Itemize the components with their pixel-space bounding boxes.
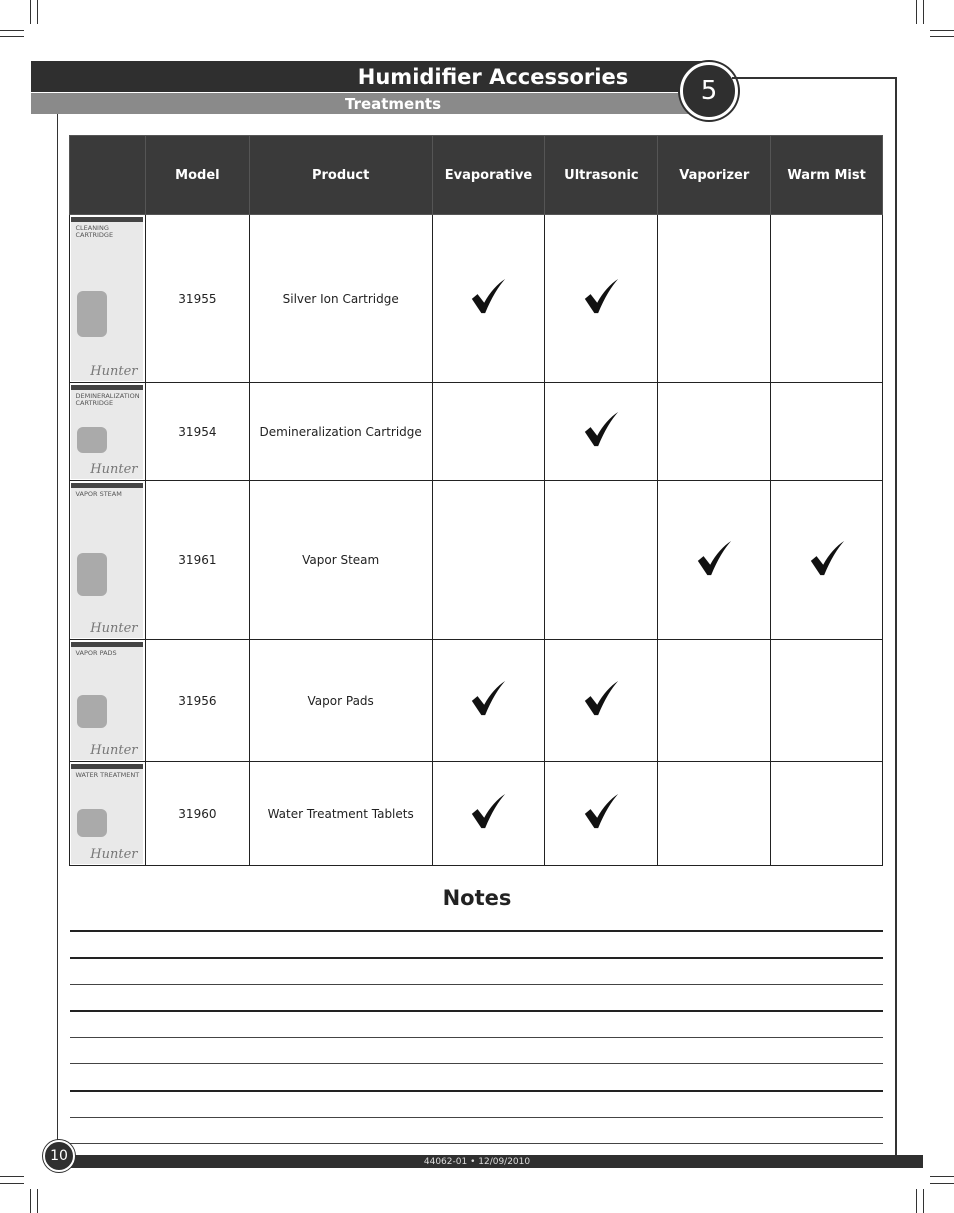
model-cell: 31954 (145, 383, 249, 481)
crop-mark (37, 1189, 38, 1213)
checkmark-icon (582, 680, 620, 721)
crop-mark (923, 0, 924, 24)
checkmark-icon (808, 540, 846, 581)
product-image-cell (70, 762, 146, 866)
ultrasonic-cell (545, 640, 658, 762)
vaporizer-cell (658, 383, 771, 481)
column-header-ultrasonic: Ultrasonic (545, 136, 658, 215)
table-row (70, 481, 883, 640)
vaporizer-cell (658, 481, 771, 640)
note-line (70, 930, 883, 932)
crop-mark (30, 0, 31, 24)
package-product-shape (77, 695, 107, 728)
table-row (70, 383, 883, 481)
product-package-image (71, 642, 143, 760)
ultrasonic-cell (545, 383, 658, 481)
column-header-warm-mist: Warm Mist (771, 136, 883, 215)
crop-mark (930, 36, 954, 37)
checkmark-icon (469, 278, 507, 319)
crop-mark (0, 36, 24, 37)
accessories-table (69, 135, 883, 866)
package-product-shape (77, 427, 107, 453)
package-logo: Hunter (90, 742, 138, 758)
package-label: VAPOR PADS (75, 648, 117, 657)
crop-mark (0, 1183, 24, 1184)
package-logo: Hunter (90, 363, 138, 379)
checkmark-icon (582, 278, 620, 319)
frame-line (895, 77, 897, 1157)
product-image-cell (70, 383, 146, 481)
warm-mist-cell (771, 640, 883, 762)
product-package-image (71, 385, 143, 479)
section-subtitle: Treatments (344, 95, 442, 113)
crop-mark (930, 1176, 954, 1177)
package-band (71, 483, 143, 488)
package-product-shape (77, 553, 107, 596)
notes-title: Notes (442, 886, 512, 910)
product-image-cell (70, 640, 146, 762)
table-row (70, 640, 883, 762)
column-header-vaporizer: Vaporizer (658, 136, 771, 215)
vaporizer-cell (658, 215, 771, 383)
evaporative-cell (432, 215, 545, 383)
crop-mark (37, 0, 38, 24)
checkmark-icon (695, 540, 733, 581)
package-band (71, 385, 143, 390)
crop-mark (0, 1176, 24, 1177)
evaporative-cell (432, 640, 545, 762)
page-number: 10 (43, 1140, 75, 1172)
table-row (70, 762, 883, 866)
crop-mark (916, 1189, 917, 1213)
chapter-badge: 5 (680, 62, 738, 120)
vaporizer-cell (658, 762, 771, 866)
product-cell: Vapor Pads (249, 640, 432, 762)
crop-mark (30, 1189, 31, 1213)
note-line (70, 1063, 883, 1064)
ultrasonic-cell (545, 215, 658, 383)
package-product-shape (77, 291, 107, 337)
package-logo: Hunter (90, 620, 138, 636)
product-package-image (71, 764, 143, 864)
ultrasonic-cell (545, 481, 658, 640)
frame-line (732, 77, 897, 79)
column-header-model: Model (145, 136, 249, 215)
crop-mark (923, 1189, 924, 1213)
table-header-row (70, 136, 883, 215)
note-line (70, 1037, 883, 1038)
vaporizer-cell (658, 640, 771, 762)
evaporative-cell (432, 762, 545, 866)
package-band (71, 217, 143, 222)
crop-mark (0, 30, 24, 31)
page-title: Humidifier Accessories (357, 65, 629, 89)
package-logo: Hunter (90, 461, 138, 477)
package-label: CLEANING CARTRIDGE (75, 223, 114, 239)
evaporative-cell (432, 481, 545, 640)
product-cell: Water Treatment Tablets (249, 762, 432, 866)
product-cell: Vapor Steam (249, 481, 432, 640)
product-cell: Demineralization Cartridge (249, 383, 432, 481)
package-label: WATER TREATMENT (75, 770, 140, 779)
note-line (70, 957, 883, 959)
model-cell: 31956 (145, 640, 249, 762)
column-header-product: Product (249, 136, 432, 215)
checkmark-icon (469, 793, 507, 834)
package-logo: Hunter (90, 846, 138, 862)
warm-mist-cell (771, 383, 883, 481)
product-image-cell (70, 215, 146, 383)
ultrasonic-cell (545, 762, 658, 866)
package-label: DEMINERALIZATION CARTRIDGE (75, 391, 140, 407)
package-band (71, 764, 143, 769)
evaporative-cell (432, 383, 545, 481)
warm-mist-cell (771, 762, 883, 866)
column-header-image (70, 136, 146, 215)
product-package-image (71, 483, 143, 638)
package-band (71, 642, 143, 647)
column-header-evaporative: Evaporative (432, 136, 545, 215)
crop-mark (916, 0, 917, 24)
model-cell: 31960 (145, 762, 249, 866)
note-line (70, 1090, 883, 1092)
warm-mist-cell (771, 215, 883, 383)
product-package-image (71, 217, 143, 381)
document-code: 44062-01 • 12/09/2010 (423, 1157, 531, 1167)
checkmark-icon (582, 411, 620, 452)
note-line (70, 984, 883, 985)
product-image-cell (70, 481, 146, 640)
checkmark-icon (582, 793, 620, 834)
model-cell: 31955 (145, 215, 249, 383)
note-line (70, 1143, 883, 1144)
product-cell: Silver Ion Cartridge (249, 215, 432, 383)
table-row (70, 215, 883, 383)
crop-mark (930, 30, 954, 31)
package-product-shape (77, 809, 107, 837)
model-cell: 31961 (145, 481, 249, 640)
package-label: VAPOR STEAM (75, 489, 122, 498)
frame-line (57, 114, 58, 1144)
note-line (70, 1117, 883, 1118)
checkmark-icon (469, 680, 507, 721)
crop-mark (930, 1183, 954, 1184)
note-line (70, 1010, 883, 1012)
warm-mist-cell (771, 481, 883, 640)
